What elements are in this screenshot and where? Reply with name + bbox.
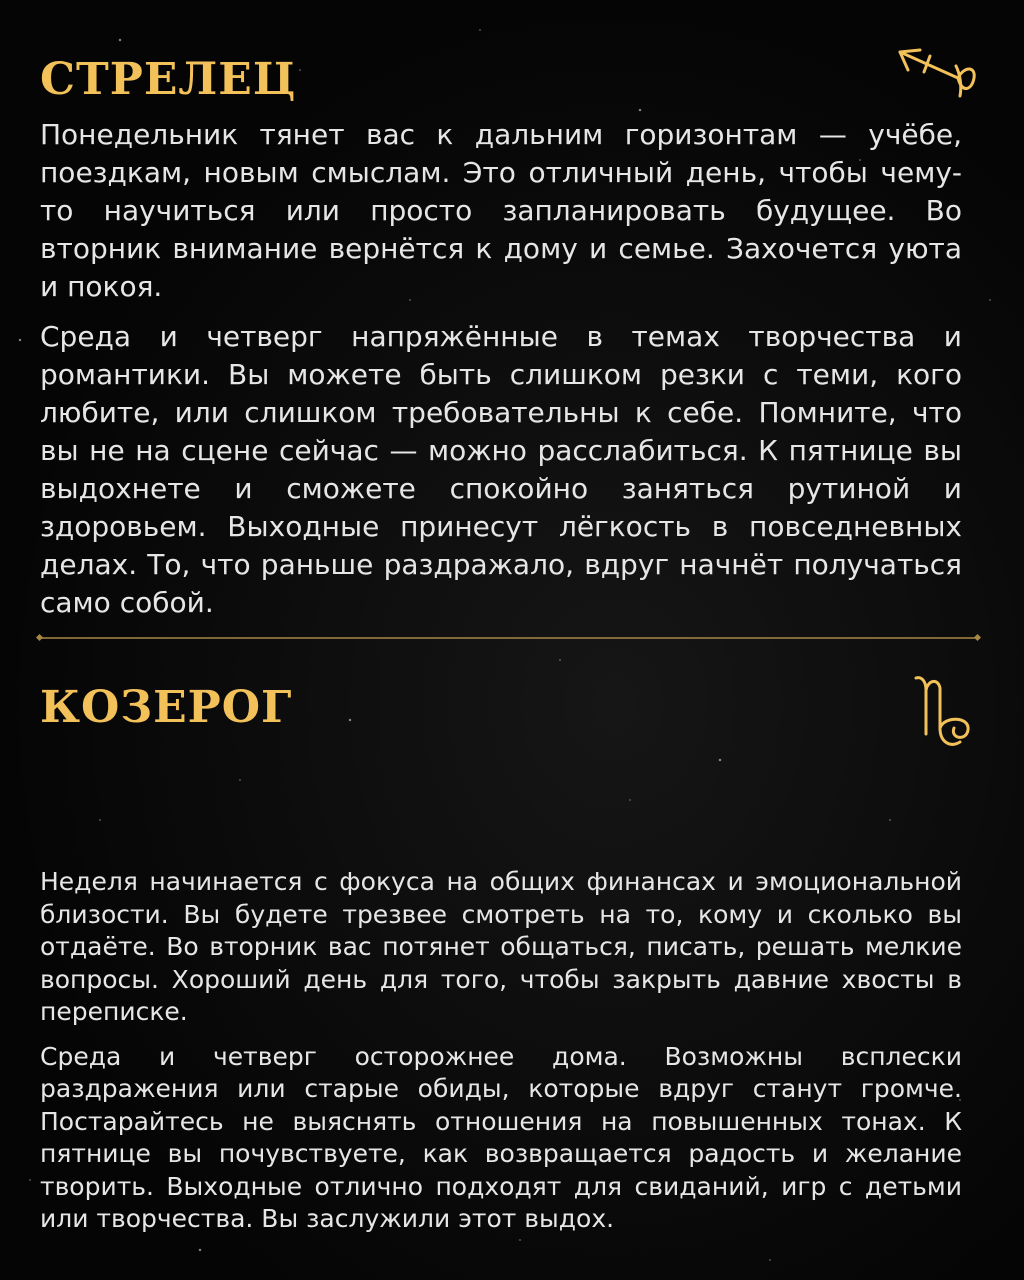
sagittarius-icon [894, 44, 980, 100]
capricorn-paragraph-1: Неделя начинается с фокуса на общих финансах и эмоциональной близости. Вы будете трезвее смотреть на то, кому и сколько вы отдаёте. Во вторник вас потянет общаться, писать, решать мелкие вопросы. Хороший день для того, чтобы закрыть давние хвосты в переписке. [40, 867, 962, 1026]
capricorn-section [40, 682, 962, 1233]
capricorn-text [40, 866, 962, 1236]
capricorn-paragraph-2: Среда и четверг осторожнее дома. Возможны всплески раздражения или старые обиды, которые вдруг станут громче. Постарайтесь не выяснять отношения на повышенных тонах. К пятнице вы почувствуете, как возвращается радость и желание творить. Выходные отлично подходят для свиданий, игр с детьми или творчества. Вы заслужили этот выдох. [40, 1041, 962, 1233]
sagittarius-paragraph-2: Среда и четверг напряжённые в темах творчества и романтики. Вы можете быть слишком резки с теми, кого любите, или слишком требовательны к себе. Помните, что вы не на сцене сейчас — можно расслабиться. К пятнице вы выдохнете и сможете спокойно заняться рутиной и здоровьем. Выходные принесут лёгкость в повседневных делах. То, что раньше раздражало, вдруг начнёт получаться само собой. [40, 320, 962, 619]
sagittarius-paragraph-1: Понедельник тянет вас к дальним горизонтам — учёбе, поездкам, новым смыслам. Это отличный день, чтобы чему-то научиться или просто запланировать будущее. Во вторник внимание вернётся к дому и семье. Захочется уюта и покоя. [40, 118, 962, 303]
section-divider [36, 634, 982, 642]
sagittarius-title: СТРЕЛЕЦ [40, 54, 297, 105]
capricorn-title: КОЗЕРОГ [40, 682, 293, 733]
sagittarius-section [40, 54, 962, 619]
sagittarius-text [40, 116, 962, 622]
capricorn-icon [910, 672, 980, 752]
